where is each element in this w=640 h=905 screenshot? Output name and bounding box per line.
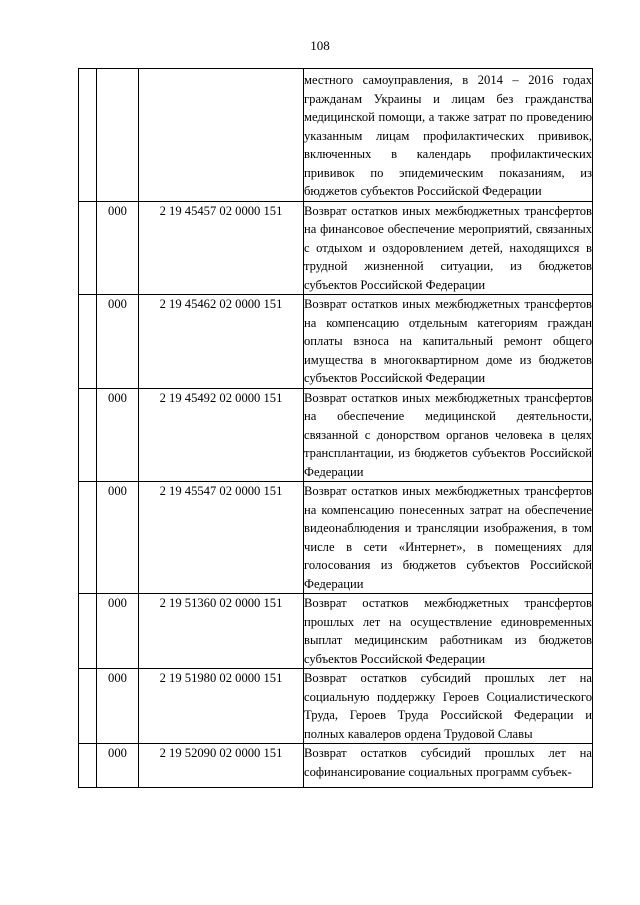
name-cell: Возврат остатков субсидий прошлых лет на социальную поддержку Героев Социалистического Труда, Героев Труда Российской Федерации и полных кавалеров ордена Трудовой Славы — [304, 669, 593, 744]
name-cell: Возврат остатков межбюджетных трансфертов прошлых лет на осуществление единовременных выплат медицинским работникам из бюджетов субъектов Российской Федерации — [304, 594, 593, 669]
budget-code-cell: 2 19 45547 02 0000 151 — [139, 482, 304, 594]
table-row — [79, 69, 593, 202]
table-row — [79, 669, 593, 744]
admin-code-cell: 000 — [97, 201, 139, 295]
name-cell: Возврат остатков иных межбюджетных трансфертов на обеспечение медицинской деятельности, связанной с донорством органов человека в целях трансплантации, из бюджетов субъектов Российской Федерации — [304, 388, 593, 482]
blank-cell — [79, 388, 97, 482]
table-row — [79, 744, 593, 788]
admin-code-cell — [97, 69, 139, 202]
page-number: 108 — [310, 38, 330, 53]
budget-code-cell: 2 19 45462 02 0000 151 — [139, 295, 304, 389]
name-cell: Возврат остатков иных межбюджетных трансфертов на компенсацию отдельным категориям граждан оплаты взноса на капитальный ремонт общего имущества в многоквартирном доме из бюджетов субъектов Российской Федерации — [304, 295, 593, 389]
admin-code-cell: 000 — [97, 482, 139, 594]
budget-code-cell: 2 19 51980 02 0000 151 — [139, 669, 304, 744]
budget-code-cell: 2 19 52090 02 0000 151 — [139, 744, 304, 788]
admin-code-cell: 000 — [97, 594, 139, 669]
budget-code-cell: 2 19 51360 02 0000 151 — [139, 594, 304, 669]
table-row — [79, 482, 593, 594]
table-row — [79, 594, 593, 669]
blank-cell — [79, 201, 97, 295]
name-cell: Возврат остатков субсидий прошлых лет на софинансирование социальных программ субъек- — [304, 744, 593, 788]
blank-cell — [79, 744, 97, 788]
blank-cell — [79, 594, 97, 669]
table-row — [79, 388, 593, 482]
blank-cell — [79, 295, 97, 389]
budget-code-cell — [139, 69, 304, 202]
admin-code-cell: 000 — [97, 669, 139, 744]
admin-code-cell: 000 — [97, 388, 139, 482]
table-row — [79, 295, 593, 389]
budget-codes-table — [78, 68, 593, 788]
blank-cell — [79, 482, 97, 594]
admin-code-cell: 000 — [97, 295, 139, 389]
budget-code-cell: 2 19 45457 02 0000 151 — [139, 201, 304, 295]
name-cell: Возврат остатков иных межбюджетных трансфертов на компенсацию понесенных затрат на обеспечение видеонаблюдения и трансляции изображения, в том числе в сети «Интернет», в помещениях для голосования из бюджетов субъектов Российской Федерации — [304, 482, 593, 594]
table-row — [79, 201, 593, 295]
blank-cell — [79, 69, 97, 202]
blank-cell — [79, 669, 97, 744]
name-cell: Возврат остатков иных межбюджетных трансфертов на финансовое обеспечение мероприятий, связанных с отдыхом и оздоровлением детей, находящихся в трудной жизненной ситуации, из бюджетов субъектов Российской Федерации — [304, 201, 593, 295]
budget-code-cell: 2 19 45492 02 0000 151 — [139, 388, 304, 482]
name-cell: местного самоуправления, в 2014 – 2016 годах гражданам Украины и лицам без гражданства медицинской помощи, а также затрат по проведению указанным лицам профилактических прививок, включенных в календарь профилактических прививок по эпидемическим показаниям, из бюджетов субъектов Российской Федерации — [304, 69, 593, 202]
admin-code-cell: 000 — [97, 744, 139, 788]
